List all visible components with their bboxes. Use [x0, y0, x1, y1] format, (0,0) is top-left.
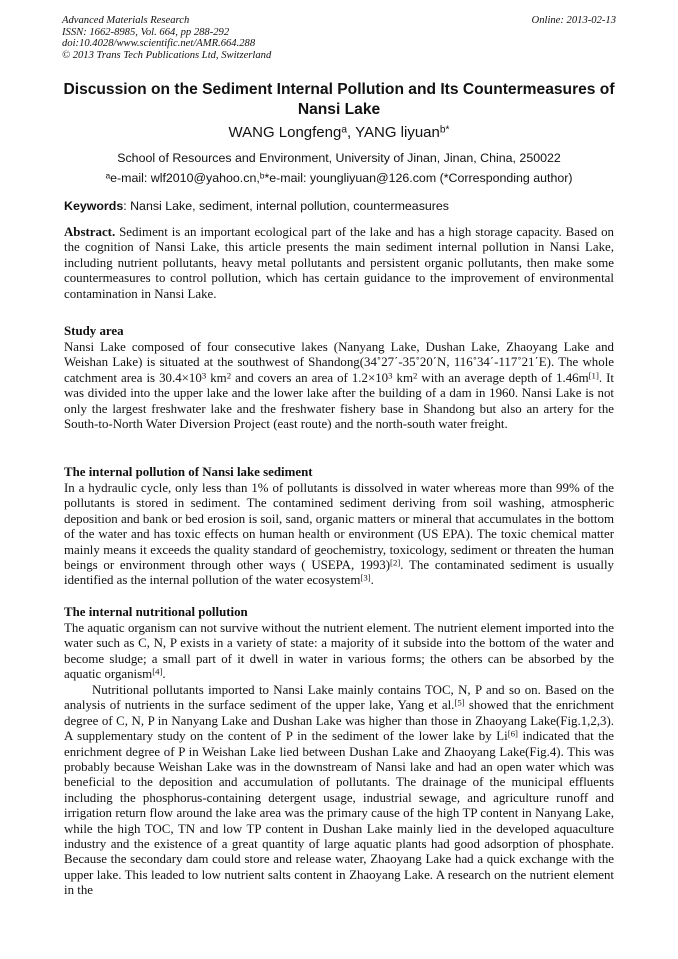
text-run: with an average depth of 1.46m [417, 370, 589, 385]
text-run: and covers an area of 1.2×10 [231, 370, 389, 385]
doi-line: doi:10.4028/www.scientific.net/AMR.664.288 [62, 38, 256, 50]
email-line [40, 170, 638, 186]
journal-name: Advanced Materials Research [62, 15, 190, 26]
email-address: e-mail: wlf2010@yahoo.cn, [110, 171, 260, 185]
body-paragraph [64, 340, 614, 432]
citation-ref: [6] [507, 728, 518, 739]
keywords-label: Keywords [64, 199, 124, 213]
citation-ref: [5] [454, 697, 465, 708]
citation-ref: [3] [360, 572, 371, 583]
section-heading: The internal pollution of Nansi lake sediment [64, 465, 313, 479]
author-name: WANG Longfeng [228, 124, 342, 141]
keywords-text: : Nansi Lake, sediment, internal pollution, countermeasures [123, 199, 449, 213]
copyright-line: © 2013 Trans Tech Publications Ltd, Switzerland [62, 49, 272, 61]
citation-ref: [1] [588, 370, 599, 381]
abstract-label: Abstract. [64, 225, 116, 239]
text-run: In a hydraulic cycle, only less than 1% of pollutants is dissolved in water whereas more than 99% of the pollutants is stored in sediment. The contamined sediment deriving from soil washing, atmospheric deposition and bank or bed erosion is soil, sand, organic matters or mineral that accumulates in the bottom of the water and has toxic effects on human health or environment (US EPA). The toxic chemical matter mainly means it exceeds the quality standard of geochemistry, toxicology, sediment or threaten the human beings or environment through other ways ( USEPA, 1993) [64, 481, 614, 573]
author-line [40, 124, 638, 142]
abstract-paragraph [64, 225, 614, 302]
text-run: Nansi Lake composed of four consecutive lakes (Nanyang Lake, Dushan Lake, Zhaoyang Lake and Weishan Lake) is situated at the southwest of Shandong(34˚27΄-35˚20΄N, 116˚34΄-117˚21΄E). The whole catchment area is 30.4×10 [64, 340, 614, 385]
abstract-text: Sediment is an important ecological part of the lake and has a high storage capacity. Based on the cognition of Nansi Lake, this article presents the main sediment internal pollution in Nansi Lake, including nutrient pollutants, heavy metal pollutants and persistent organic pollutants, then make some countermeasures to control pollution, which has certain guidance to the improvement of environmental contamination in Nansi Lake. [64, 225, 614, 301]
text-run: . It was divided into the upper lake and the lower lake after the building of a dam in 1960. Nansi Lake is not only the largest freshwater lake and the freshwater fishery base in Shandong but also an artery for the South-to-North Water Diversion Project (east route) and the north-south water freight. [64, 370, 614, 432]
superscript: 2 [226, 370, 232, 381]
email-address: *e-mail: youngliyuan@126.com (*Corresponding author) [264, 171, 573, 185]
text-run: The aquatic organism can not survive without the nutrient element. The nutrient element imported into the water such as C, N, P exists in a variety of state: a majority of it subside into the bottom of the water and become sludge; a small part of it dwell in water in various forms; the others can be absorbed by the aquatic organism [64, 621, 614, 682]
author-superscript: a [341, 124, 348, 136]
superscript: 3 [388, 370, 393, 381]
citation-ref: [4] [152, 666, 163, 677]
section-heading: Study area [64, 324, 124, 338]
body-paragraph [64, 621, 614, 683]
body-paragraph [64, 481, 614, 589]
online-date: Online: 2013-02-13 [531, 15, 616, 26]
body-paragraph [64, 683, 614, 899]
citation-ref: [2] [390, 557, 401, 568]
email-superscript: a [105, 170, 111, 181]
paper-title: Discussion on the Sediment Internal Pollution and Its Countermeasures of Nansi Lake [63, 81, 615, 118]
text-run: km [392, 370, 413, 385]
section-heading: The internal nutritional pollution [64, 605, 248, 619]
text-run: . [162, 667, 166, 682]
text-run: Nutritional pollutants imported to Nansi Lake mainly contains TOC, N, P and so on. Based on the analysis of nutrients in the surface sediment of the upper lake, Yang et al. [64, 683, 614, 713]
text-run: . [370, 573, 374, 588]
keywords-line [64, 198, 616, 214]
author-superscript: b* [439, 124, 450, 136]
text-run: . The contaminated sediment is usually identified as the internal pollution of the water ecosystem [64, 558, 614, 588]
text-run: km [206, 370, 227, 385]
author-name: YANG liyuan [355, 124, 440, 141]
running-header [62, 15, 616, 61]
superscript: 2 [413, 370, 418, 381]
text-run: showed that the enrichment degree of C, N, P in Nanyang Lake and Dushan Lake was higher than those in Zhaoyang Lake(Fig.1,2,3). A supplementary study on the content of P in the sediment of the lower lake by Li [64, 698, 615, 744]
affiliation: School of Resources and Environment, University of Jinan, Jinan, China, 250022 [117, 151, 561, 165]
issn-line: ISSN: 1662-8985, Vol. 664, pp 288-292 [62, 26, 230, 38]
text-run: indicated that the enrichment degree of P in Weishan Lake lied between Dushan Lake and Zhaoyang Lake(Fig.4). This was probably because Weishan Lake was in the downstream of Nansi lake and had an open water which was beneficial to the deposition and accumulation of pollutants. The drainage of the municipal effluents including the phosphorus-containing detergent usage, industrial sewage, and agriculture runoff and irrigation return flow around the lake area was the primary cause of the high TP content in Nanyang Lake, while the high TOC, TN and low TP content in Dushan Lake mainly lied in the developed aquaculture industry and the existence of a great quantity of large aquatic plants had good adsorption of phosphate. Because the secondary dam could store and release water, Zhaoyang Lake had a quick exchange with the upper lake. This leaded to low nutrient salts content in Zhaoyang Lake. A research on the nutrient element in the [64, 729, 614, 898]
superscript: 3 [201, 370, 207, 381]
email-superscript: b [259, 170, 265, 181]
author-separator: , [347, 124, 356, 141]
